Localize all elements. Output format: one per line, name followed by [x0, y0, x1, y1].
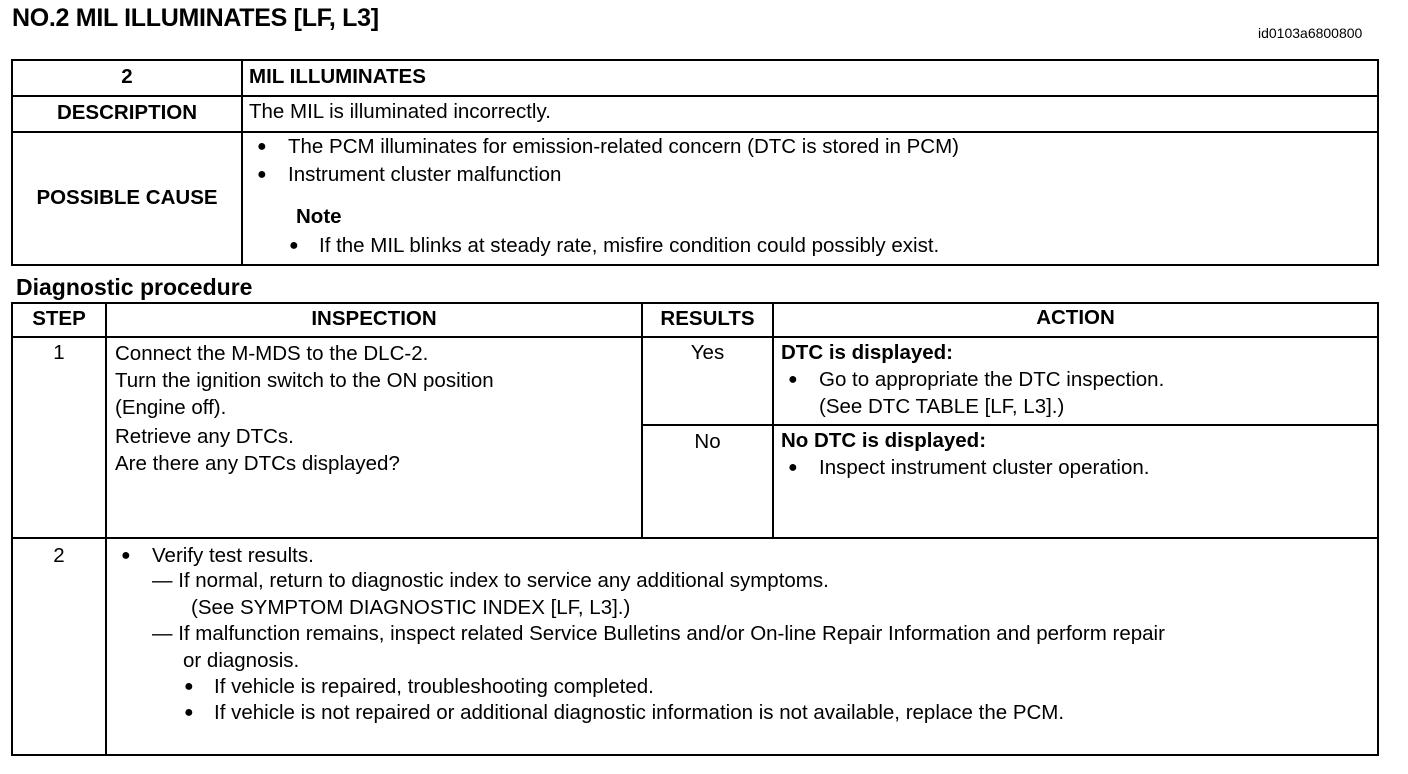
cause-item: Instrument cluster malfunction: [288, 163, 562, 186]
bullet-icon: ●: [788, 371, 798, 388]
step2-sub-item: If vehicle is not repaired or additional diagnostic information is not available, replace the PCM.: [214, 701, 1065, 724]
step-number: 2: [53, 544, 65, 567]
bullet-icon: ●: [184, 678, 194, 695]
action-heading: No DTC is displayed:: [781, 429, 987, 452]
bullet-icon: ●: [257, 138, 267, 155]
header-results: RESULTS: [660, 307, 755, 330]
step2-reference: (See SYMPTOM DIAGNOSTIC INDEX [LF, L3].): [191, 596, 631, 619]
result-no: No: [694, 430, 721, 453]
bullet-icon: ●: [788, 459, 798, 476]
bullet-icon: ●: [289, 237, 299, 254]
inspection-line: Connect the M-MDS to the DLC-2.: [115, 342, 429, 365]
step-number: 1: [53, 341, 65, 364]
bullet-icon: ●: [257, 166, 267, 183]
step2-sub-item: If vehicle is repaired, troubleshooting completed.: [214, 675, 654, 698]
section-heading: Diagnostic procedure: [16, 274, 253, 300]
description-text: The MIL is illuminated incorrectly.: [249, 100, 551, 123]
header-action: ACTION: [1036, 306, 1115, 329]
action-heading: DTC is displayed:: [781, 341, 954, 364]
cause-item: The PCM illuminates for emission-related concern (DTC is stored in PCM): [288, 135, 960, 158]
step2-bullet: Verify test results.: [152, 544, 314, 567]
inspection-line: Retrieve any DTCs.: [115, 425, 294, 448]
description-label: DESCRIPTION: [56, 101, 198, 124]
possible-cause-label: POSSIBLE CAUSE: [36, 186, 218, 209]
inspection-line: Are there any DTCs displayed?: [115, 452, 400, 475]
action-text: Go to appropriate the DTC inspection.: [819, 368, 1165, 391]
page-title: NO.2 MIL ILLUMINATES [LF, L3]: [12, 4, 379, 32]
step2-dash-cont: or diagnosis.: [183, 649, 300, 672]
step2-dash: — If normal, return to diagnostic index to service any additional symptoms.: [152, 569, 829, 592]
summary-number: 2: [121, 65, 133, 88]
note-label: Note: [296, 205, 342, 228]
document-id: id0103a6800800: [1258, 25, 1363, 41]
inspection-line: Turn the ignition switch to the ON position: [115, 369, 494, 392]
bullet-icon: ●: [184, 704, 194, 721]
note-text: If the MIL blinks at steady rate, misfire condition could possibly exist.: [319, 234, 940, 257]
step2-dash: — If malfunction remains, inspect related Service Bulletins and/or On-line Repair Information and perform repair: [152, 622, 1165, 645]
inspection-line: (Engine off).: [115, 396, 227, 419]
bullet-icon: ●: [121, 547, 131, 564]
header-step: STEP: [32, 307, 86, 330]
action-reference: (See DTC TABLE [LF, L3].): [819, 395, 1065, 418]
result-yes: Yes: [690, 341, 725, 364]
action-text: Inspect instrument cluster operation.: [819, 456, 1150, 479]
header-inspection: INSPECTION: [311, 307, 437, 330]
summary-name: MIL ILLUMINATES: [249, 65, 426, 88]
